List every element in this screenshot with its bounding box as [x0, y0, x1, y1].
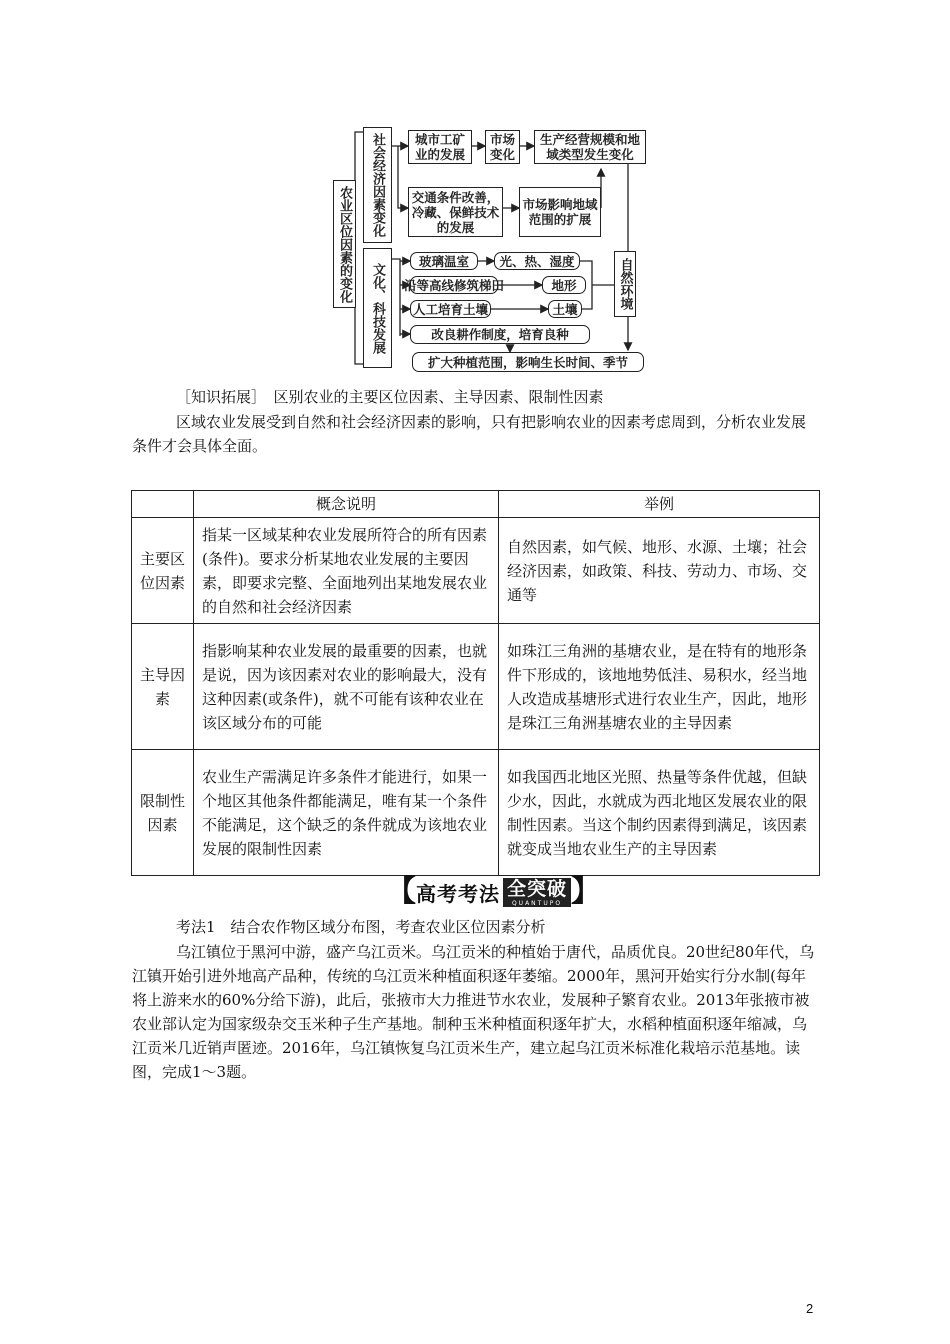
nature-env-box: 自然环境 — [614, 251, 636, 317]
table-header-cell: 概念说明 — [194, 491, 499, 518]
table-row — [132, 518, 820, 624]
soil-box: 土壤 — [548, 300, 582, 318]
factor-name-cell: 主要区位因素 — [132, 518, 194, 624]
root-box: 农业区位因素的变化 — [333, 180, 356, 308]
market-change-box: 市场变化 — [485, 130, 520, 164]
factor-desc-cell: 农业生产需满足许多条件才能进行，如果一个地区其他条件都能满足，唯有某一个条件不能满足，这个缺乏的条件就成为该地农业发展的限制性因素 — [194, 750, 499, 876]
factor-name-cell: 限制性因素 — [132, 750, 194, 876]
agri-location-diagram — [330, 124, 650, 376]
left-bracket-icon: 【 — [386, 874, 416, 909]
right-bracket-icon: 】 — [571, 874, 602, 909]
factor-desc-cell: 指影响某种农业发展的最重要的因素，也就是说，因为该因素对农业的影响最大，没有这种因素(或条件)，就不可能有该种农业在该区域分布的可能 — [194, 624, 499, 750]
table-row — [132, 750, 820, 876]
expand-box: 扩大种植范围，影响生长时间、季节 — [412, 352, 644, 372]
scale-change-box: 生产经营规模和地域类型发生变化 — [534, 130, 646, 164]
light-heat-box: 光、热、湿度 — [494, 252, 580, 270]
table-row — [132, 624, 820, 750]
page-number: 2 — [806, 1301, 814, 1316]
factor-name-cell: 主导因素 — [132, 624, 194, 750]
intro-paragraph: 区域农业发展受到自然和社会经济因素的影响，只有把影响农业的因素考虑周到，分析农业发展条件才会具体全面。 — [132, 413, 807, 455]
factor-desc-cell: 指某一区域某种农业发展所符合的所有因素(条件)。要求分析某地农业发展的主要因素，即要求完整、全面地列出某地发展农业的自然和社会经济因素 — [194, 518, 499, 624]
banner-subtitle: QUANTUPO — [511, 899, 563, 907]
table-header-cell — [132, 491, 194, 518]
banner-accent-box — [503, 878, 571, 907]
culture-tech-box: 文化、科技发展 — [363, 248, 392, 368]
factor-example-cell: 自然因素，如气候、地形、水源、土壤；社会经济因素，如政策、科技、劳动力、市场、交通等 — [499, 518, 820, 624]
story-paragraph: 乌江镇位于黑河中游，盛产乌江贡米。乌江贡米的种植始于唐代，品质优良。20世纪80年代，乌江镇开始引进外地高产品种，传统的乌江贡米种植面积逐年萎缩。2000年，黑河开始实行分水制(每年将上游来水的60%分给下游)，此后，张掖市大力推进节水农业，发展种子繁育农业。2013年张掖市被农业部认定为国家级杂交玉米种子生产基地。制种玉米种植面积逐年扩大，水稻种植面积逐年缩减，乌江贡米几近销声匿迹。2016年，乌江镇恢复乌江贡米生产，建立起乌江贡米标准化栽培示范基地。读图，完成1～3题。 — [132, 943, 815, 1081]
banner-title: 高考考法 — [416, 881, 500, 906]
banner-accent: 全突破 — [507, 877, 568, 900]
terrain-box: 地形 — [542, 276, 586, 294]
market-range-box: 市场影响地域范围的扩展 — [519, 187, 601, 237]
reform-box: 改良耕作制度，培育良种 — [410, 325, 590, 344]
factor-comparison-table — [131, 490, 820, 876]
knowledge-extension-heading: ［知识拓展］ 区别农业的主要区位因素、主导因素、限制性因素 — [176, 388, 604, 406]
table-header-row — [132, 491, 820, 518]
factor-example-cell: 如我国西北地区光照、热量等条件优越，但缺少水，因此，水就成为西北地区发展农业的限制性因素。当这个制约因素得到满足，该因素就变成当地农业生产的主导因素 — [499, 750, 820, 876]
table-header-cell: 举例 — [499, 491, 820, 518]
method-heading: 考法1 结合农作物区域分布图，考查农业区位因素分析 — [176, 918, 546, 936]
factor-example-cell: 如珠江三角洲的基塘农业，是在特有的地形条件下形成的，该地地势低洼、易积水，经当地人改造成基塘形式进行农业生产，因此，地形是珠江三角洲基塘农业的主导因素 — [499, 624, 820, 750]
section-banner — [386, 876, 601, 908]
transport-box: 交通条件改善，冷藏、保鲜技术的发展 — [408, 187, 503, 237]
social-factor-box: 社会经济因素变化 — [363, 127, 392, 243]
soil-cultivate-box: 人工培育土壤 — [410, 300, 491, 318]
terrace-box: 沿等高线修筑梯田 — [404, 277, 505, 293]
greenhouse-box: 玻璃温室 — [410, 252, 478, 270]
city-mining-box: 城市工矿业的发展 — [408, 130, 472, 164]
